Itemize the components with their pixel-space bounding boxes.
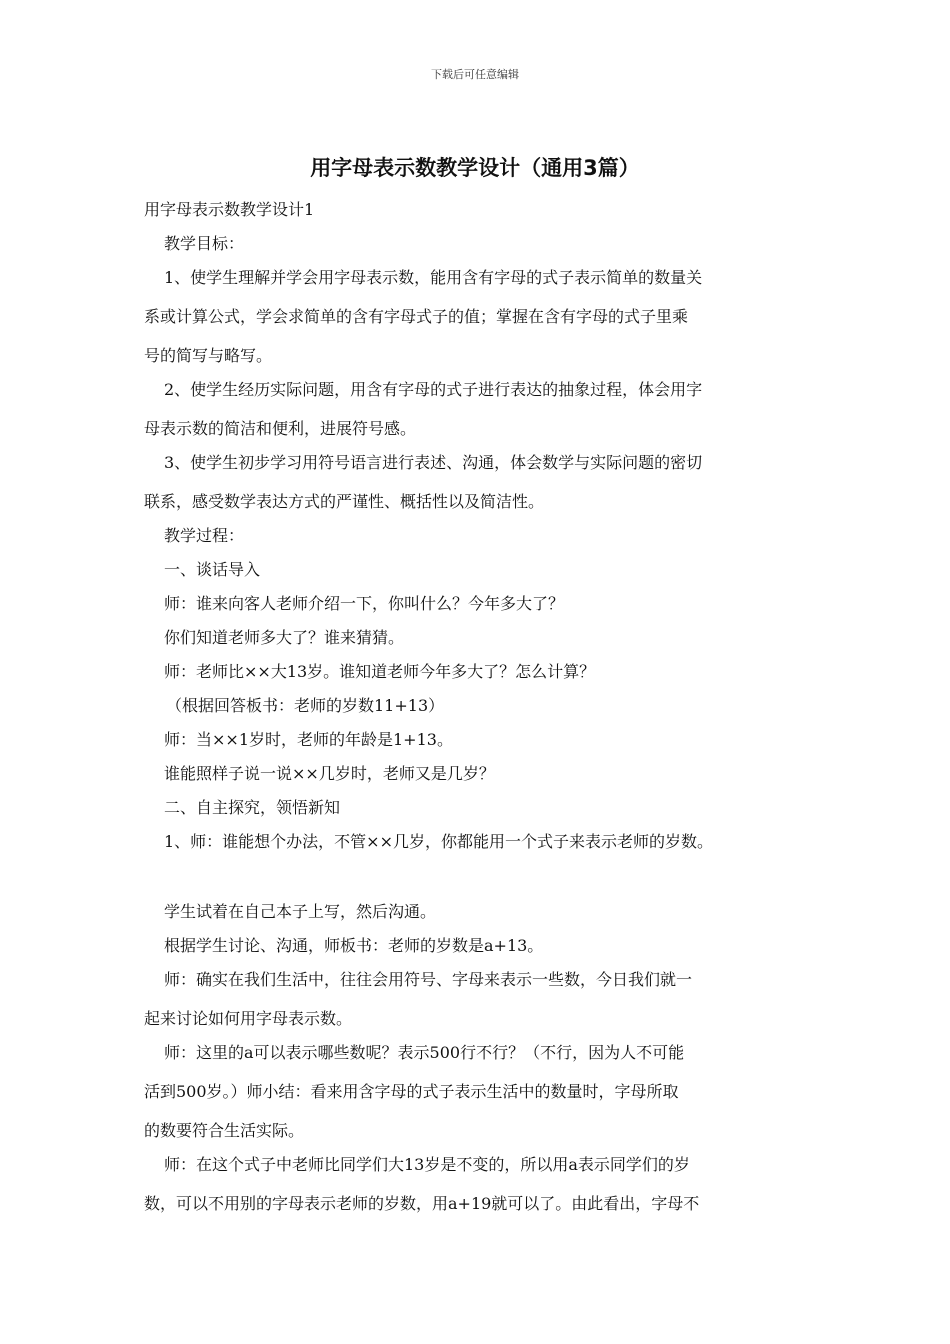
paragraph-line: 母表示数的简洁和便利，进展符号感。 <box>144 419 417 438</box>
paragraph-line: 活到500岁。）师小结：看来用含字母的式子表示生活中的数量时，字母所取 <box>144 1082 679 1101</box>
paragraph-line: 1、师：谁能想个办法，不管××几岁，你都能用一个式子来表示老师的岁数。 <box>164 832 713 851</box>
paragraph-line: 3、使学生初步学习用符号语言进行表述、沟通，体会数学与实际问题的密切 <box>164 453 703 472</box>
paragraph-line: 号的简写与略写。 <box>144 346 273 365</box>
paragraph-line: 师：谁来向客人老师介绍一下，你叫什么？今年多大了？ <box>164 594 565 613</box>
page-header: 下载后可任意编辑 <box>431 68 519 81</box>
paragraph-line: 师：确实在我们生活中，往往会用符号、字母来表示一些数，今日我们就一 <box>164 970 693 989</box>
section-heading: 用字母表示数教学设计1 <box>144 200 315 219</box>
paragraph-line: 师：这里的a可以表示哪些数呢？表示500行不行？（不行，因为人不可能 <box>164 1043 685 1062</box>
paragraph-line: 你们知道老师多大了？谁来猜猜。 <box>164 628 405 647</box>
paragraph-line: （根据回答板书：老师的岁数11+13） <box>166 696 445 715</box>
paragraph-line: 数，可以不用别的字母表示老师的岁数，用a+19就可以了。由此看出，字母不 <box>144 1194 700 1213</box>
paragraph-line: 二、自主探究，领悟新知 <box>164 798 341 817</box>
paragraph-line: 起来讨论如何用字母表示数。 <box>144 1009 353 1028</box>
paragraph-line: 师：老师比××大13岁。谁知道老师今年多大了？怎么计算？ <box>164 662 596 681</box>
paragraph-line: 一、谈话导入 <box>164 560 261 579</box>
paragraph-line: 教学过程： <box>164 526 245 545</box>
paragraph-line: 学生试着在自己本子上写，然后沟通。 <box>164 902 437 921</box>
paragraph-line: 联系，感受数学表达方式的严谨性、概括性以及简洁性。 <box>144 492 545 511</box>
paragraph-line: 师：在这个式子中老师比同学们大13岁是不变的，所以用a表示同学们的岁 <box>164 1155 690 1174</box>
document-title: 用字母表示数教学设计（通用3篇） <box>310 156 640 180</box>
paragraph-line: 谁能照样子说一说××几岁时，老师又是几岁？ <box>164 764 495 783</box>
document-body <box>144 198 824 1216</box>
paragraph-line: 系或计算公式，学会求简单的含有字母式子的值；掌握在含有字母的式子里乘 <box>144 307 689 326</box>
paragraph-line: 2、使学生经历实际问题，用含有字母的式子进行表达的抽象过程，体会用字 <box>164 380 703 399</box>
paragraph-line: 根据学生讨论、沟通，师板书：老师的岁数是a+13。 <box>164 936 544 955</box>
paragraph-line: 师：当××1岁时，老师的年龄是1+13。 <box>164 730 453 749</box>
paragraph-line: 1、使学生理解并学会用字母表示数，能用含有字母的式子表示简单的数量关 <box>164 268 703 287</box>
paragraph-line: 教学目标： <box>164 234 245 253</box>
paragraph-line: 的数要符合生活实际。 <box>144 1121 305 1140</box>
